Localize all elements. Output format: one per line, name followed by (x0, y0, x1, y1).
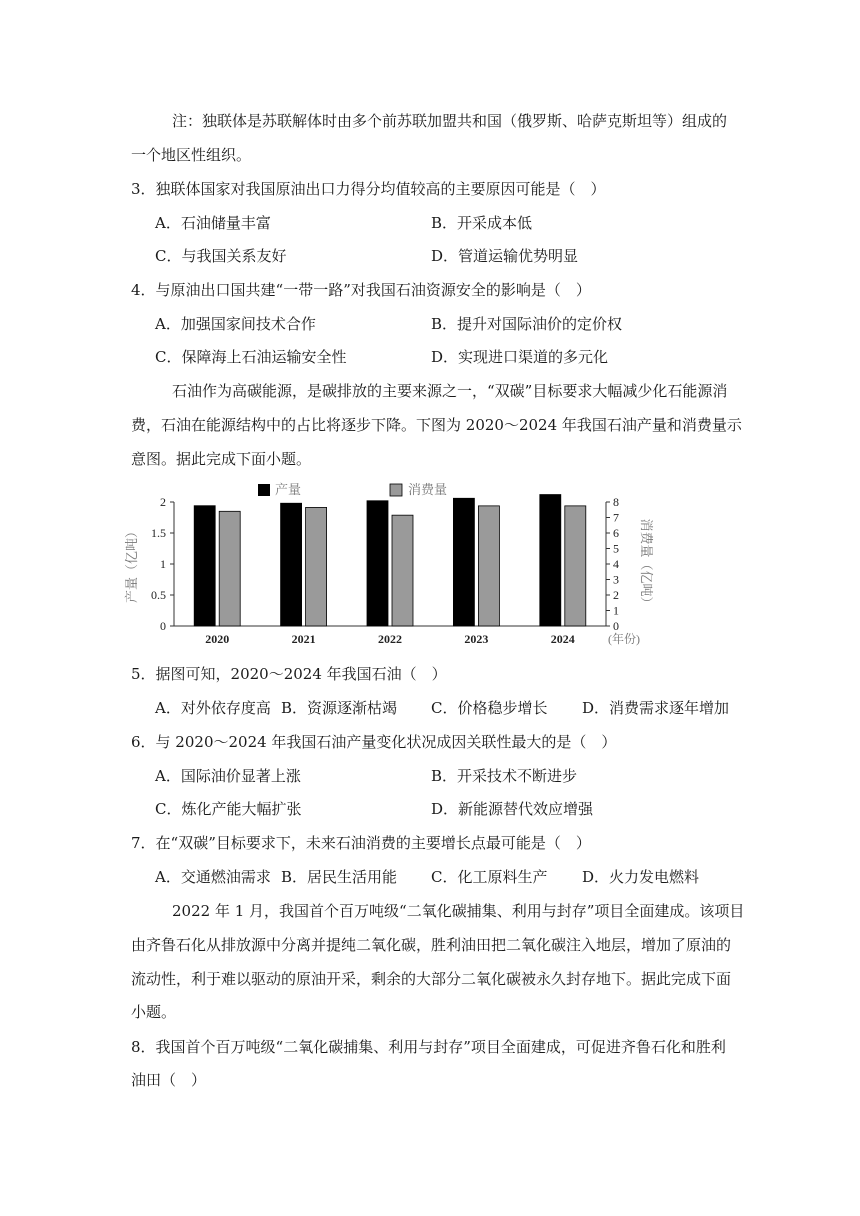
legend-swatch-production (258, 484, 270, 496)
right-tick-label: 2 (613, 588, 619, 602)
right-tick-label: 3 (613, 572, 619, 587)
right-axis-title: 消费量（亿吨） (639, 518, 654, 610)
q3-option-a[interactable]: A．石油储量丰富 (155, 214, 271, 232)
bar-production (367, 501, 388, 626)
q6-option-b[interactable]: B．开采技术不断进步 (431, 767, 578, 785)
q5-option-c[interactable]: C．价格稳步增长 (431, 699, 548, 717)
left-tick-label: 1.5 (151, 526, 166, 540)
q5-option-d[interactable]: D．消费需求逐年增加 (582, 699, 730, 717)
question-3-stem: 3．独联体国家对我国原油出口力得分均值较高的主要原因可能是（ ） (131, 180, 606, 198)
q4-option-b[interactable]: B．提升对国际油价的定价权 (431, 315, 623, 333)
q7-option-d[interactable]: D．火力发电燃料 (582, 868, 700, 886)
x-tick-label: 2021 (291, 632, 316, 646)
q3-option-b[interactable]: B．开采成本低 (431, 214, 533, 232)
bar-production (194, 506, 215, 626)
q5-option-b[interactable]: B．资源逐渐枯竭 (281, 699, 398, 717)
q6-option-d[interactable]: D．新能源替代效应增强 (431, 800, 594, 818)
bar-production (540, 495, 561, 626)
left-tick-label: 1 (160, 557, 166, 571)
q7-option-a[interactable]: A．交通燃油需求 (155, 868, 271, 886)
question-8-line-2: 油田（ ） (131, 1071, 207, 1089)
passage-3-line-4: 小题。 (131, 1003, 177, 1021)
right-tick-label: 5 (613, 541, 619, 556)
left-tick-label: 0.5 (151, 588, 166, 602)
bar-consumption (565, 506, 586, 626)
passage-3-line-1: 2022 年 1 月，我国首个百万吨级“二氧化碳捕集、利用与封存”项目全面建成。该项目 (172, 902, 745, 920)
legend-label-consumption: 消费量 (408, 482, 448, 497)
q4-option-d[interactable]: D．实现进口渠道的多元化 (431, 348, 609, 366)
left-tick-label: 0 (160, 619, 166, 633)
passage-2-line-3: 意图。据此完成下面小题。 (131, 450, 312, 468)
passage-3-line-2: 由齐鲁石化从排放源中分离并提纯二氧化碳，胜利油田把二氧化碳注入地层，增加了原油的 (131, 936, 732, 954)
legend-swatch-consumption (390, 484, 402, 496)
q4-option-c[interactable]: C．保障海上石油运输安全性 (155, 348, 347, 366)
left-tick-label: 2 (160, 495, 166, 509)
right-tick-label: 7 (613, 510, 619, 525)
right-tick-label: 0 (613, 619, 619, 633)
bar-consumption (478, 506, 499, 626)
right-tick-label: 1 (613, 603, 619, 618)
question-5-stem: 5．据图可知，2020～2024 年我国石油（ ） (131, 665, 447, 683)
passage-2-line-2: 费，石油在能源结构中的占比将逐步下降。下图为 2020～2024 年我国石油产量和消费量示 (131, 416, 742, 434)
left-axis-title: 产量（亿吨） (124, 524, 139, 604)
oil-production-consumption-chart (120, 478, 654, 650)
x-axis-unit: (年份) (608, 632, 640, 646)
question-7-stem: 7．在“双碳”目标要求下，未来石油消费的主要增长点最可能是（ ） (131, 834, 591, 852)
q3-option-d[interactable]: D．管道运输优势明显 (431, 247, 579, 265)
passage-3-line-3: 流动性，利于难以驱动的原油开采，剩余的大部分二氧化碳被永久封存地下。据此完成下面 (131, 970, 732, 988)
x-tick-label: 2023 (464, 632, 489, 646)
question-6-stem: 6．与 2020～2024 年我国石油产量变化状况成因关联性最大的是（ ） (131, 733, 617, 751)
q4-option-a[interactable]: A．加强国家间技术合作 (155, 315, 316, 333)
q6-option-a[interactable]: A．国际油价显著上涨 (155, 767, 301, 785)
q5-option-a[interactable]: A．对外依存度高 (155, 699, 271, 717)
question-8-line-1: 8．我国首个百万吨级“二氧化碳捕集、利用与封存”项目全面建成，可促进齐鲁石化和胜利 (131, 1038, 726, 1056)
x-tick-label: 2020 (205, 632, 230, 646)
q7-option-c[interactable]: C．化工原料生产 (431, 868, 548, 886)
bar-consumption (219, 511, 240, 626)
x-tick-label: 2022 (378, 632, 402, 646)
right-tick-label: 8 (613, 495, 619, 509)
bar-consumption (392, 515, 413, 626)
q7-option-b[interactable]: B．居民生活用能 (281, 868, 398, 886)
q3-option-c[interactable]: C．与我国关系友好 (155, 247, 287, 265)
right-tick-label: 4 (613, 557, 619, 571)
x-tick-label: 2024 (550, 632, 575, 646)
q6-option-c[interactable]: C．炼化产能大幅扩张 (155, 800, 302, 818)
bar-production (281, 503, 302, 626)
right-tick-label: 6 (613, 526, 619, 540)
legend-label-production: 产量 (275, 482, 302, 497)
note-line-1: 注：独联体是苏联解体时由多个前苏联加盟共和国（俄罗斯、哈萨克斯坦等）组成的 (172, 112, 728, 130)
note-line-2: 一个地区性组织。 (131, 146, 252, 164)
passage-2-line-1: 石油作为高碳能源，是碳排放的主要来源之一，“双碳”目标要求大幅减少化石能源消 (172, 382, 728, 400)
bar-consumption (306, 507, 327, 626)
bar-production (453, 498, 474, 626)
question-4-stem: 4．与原油出口国共建“一带一路”对我国石油资源安全的影响是（ ） (131, 281, 591, 299)
